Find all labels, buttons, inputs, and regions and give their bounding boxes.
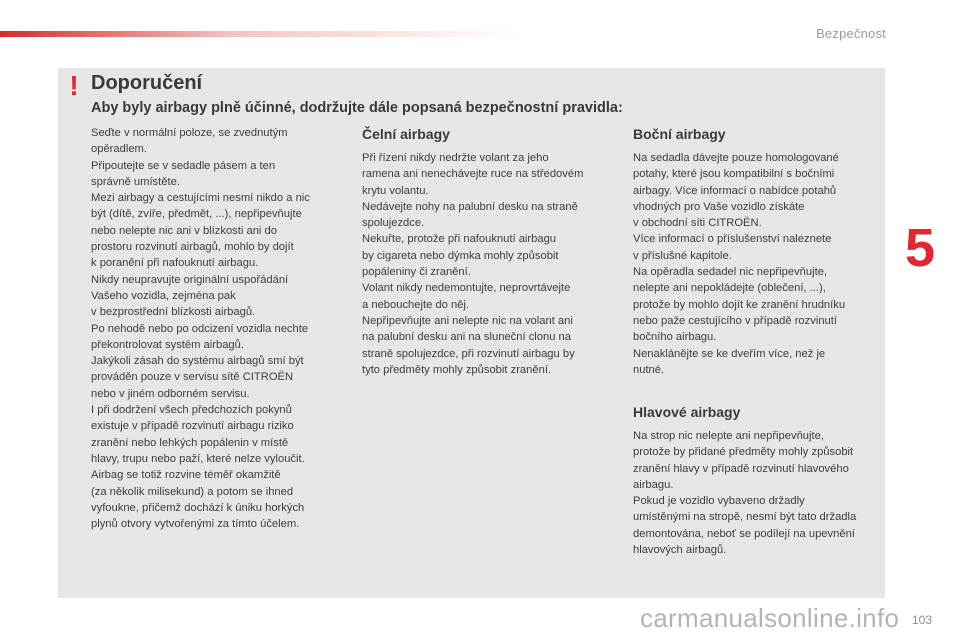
text-line: Připoutejte se v sedadle pásem a ten xyxy=(91,159,276,172)
text-line: Volant nikdy nedemontujte, neprovrtávejte xyxy=(362,282,571,295)
text-line: ramena ani nenechávejte ruce na středovém xyxy=(362,168,584,181)
text-line: Nekuřte, protože při nafouknutí airbagu xyxy=(362,233,557,246)
head-airbags-title: Hlavové airbagy xyxy=(633,404,741,420)
text-line: Airbag se totiž rozvine téměř okamžitě xyxy=(91,469,281,482)
text-line: Na sedadla dávejte pouze homologované xyxy=(633,152,839,164)
text-line: Nikdy neupravujte originální uspořádání xyxy=(91,273,289,286)
text-line: prováděn pouze v servisu sítě CITROËN xyxy=(91,371,294,384)
text-line: existuje v případě rozvinutí airbagu riziko xyxy=(91,420,294,433)
chapter-number: 5 xyxy=(905,218,936,278)
text-line: překontrolovat systém airbagů. xyxy=(91,338,244,351)
text-line: straně spolujezdce, při rozvinutí airbagu by xyxy=(362,347,575,360)
text-line: hlavových airbagů. xyxy=(633,544,727,557)
side-airbags-title: Boční airbagy xyxy=(633,126,726,142)
text-line: opěradlem. xyxy=(91,143,147,156)
page-number: 103 xyxy=(912,613,933,627)
panel-subheading: Aby byly airbagy plně účinné, dodržujte dále popsaná bezpečnostní pravidla: xyxy=(91,100,623,116)
text-line: potahy, které jsou kompatibilní s bočními xyxy=(633,168,835,181)
text-line: I při dodržení všech předchozích pokynů xyxy=(91,404,292,417)
text-line: v bezprostřední blízkosti airbagů. xyxy=(91,306,256,319)
text-line: airbagy. Více informací o nabídce potahů xyxy=(633,184,837,197)
text-line: prostoru rozvinutí airbagů, mohlo by dojít xyxy=(91,241,294,254)
text-line: nebo nelepte nic ani v blízkosti ani do xyxy=(91,224,277,237)
text-line: vhodných pro Vaše vozidlo získáte xyxy=(633,200,805,213)
text-line: airbagu. xyxy=(633,478,674,491)
side-airbags-text xyxy=(633,150,885,378)
text-line: v obchodní síti CITROËN. xyxy=(633,217,762,230)
text-line: Nepřipevňujte ani nelepte nic na volant ani xyxy=(362,314,573,327)
text-line: plynů otvory vytvořenými za tímto účelem. xyxy=(91,518,300,531)
text-line: spolujezdce. xyxy=(362,217,425,230)
text-line: by cigareta nebo dýmka mohly způsobit xyxy=(362,249,559,262)
text-line: hlavy, trupu nebo paží, které nelze vyloučit. xyxy=(91,452,305,465)
text-line: demontována, neboť se podílejí na upevnění xyxy=(633,527,855,540)
text-line: Vašeho vozidla, zejména pak xyxy=(91,289,236,302)
text-line: na palubní desku ani na sluneční clonu na xyxy=(362,331,571,344)
text-line: k poranění při nafouknutí airbagu. xyxy=(91,257,259,270)
front-airbags-title: Čelní airbagy xyxy=(362,126,450,142)
exclamation-icon: ! xyxy=(69,70,79,101)
text-line: Nedávejte nohy na palubní desku na straně xyxy=(362,200,578,213)
text-line: (za několik milisekund) a potom se ihned xyxy=(91,485,294,498)
text-line: zranění hlavy v případě rozvinutí hlavového xyxy=(633,462,849,475)
text-line: Pokud je vozidlo vybaveno držadly xyxy=(633,495,805,508)
text-line: a nebouchejte do něj. xyxy=(362,298,469,311)
text-line: nebo paže cestujícího v případě rozvinutí xyxy=(633,314,837,327)
watermark-text: carmanualsonline.info xyxy=(640,603,900,633)
text-line: Na opěradla sedadel nic nepřipevňujte, xyxy=(633,266,828,279)
text-line: nelepte ani nepokládejte (oblečení, ...), xyxy=(633,282,826,295)
text-line: tyto předměty mohly způsobit zranění. xyxy=(362,363,552,376)
text-line: protože by přidané předměty mohly způsobit xyxy=(633,446,854,459)
text-line: Po nehodě nebo po odcizení vozidla nechte xyxy=(91,322,309,335)
text-line: nutné. xyxy=(633,363,665,376)
head-airbags-text xyxy=(633,428,885,558)
text-line: bočního airbagu. xyxy=(633,331,717,344)
text-line: krytu volantu. xyxy=(362,184,429,197)
header-stripe xyxy=(0,31,520,37)
text-line: v příslušné kapitole. xyxy=(633,249,732,262)
text-line: umístěnými na stropě, nesmí být tato držadla xyxy=(633,511,857,524)
text-line: protože by mohlo dojít ke zranění hrudníku xyxy=(633,298,846,311)
text-line: Seďte v normální poloze, se zvednutým xyxy=(91,127,288,139)
text-line: popáleniny či zranění. xyxy=(362,266,471,279)
text-line: Mezi airbagy a cestujícími nesmí nikdo a nic xyxy=(91,192,310,205)
text-line: Nenaklánějte se ke dveřím více, než je xyxy=(633,347,826,360)
text-line: Více informací o příslušenství naleznete xyxy=(633,233,832,246)
text-line: Při řízení nikdy nedržte volant za jeho xyxy=(362,152,549,164)
text-line: být (dítě, zvíře, předmět, ...), nepřipevňujte xyxy=(91,208,302,221)
general-rules-text xyxy=(91,125,346,532)
panel-heading: Doporučení xyxy=(91,72,203,94)
text-line: správně umístěte. xyxy=(91,175,180,188)
text-line: Jakýkoli zásah do systému airbagů smí být xyxy=(91,355,304,368)
front-airbags-text xyxy=(362,150,612,378)
text-line: nebo v jiném odborném servisu. xyxy=(91,387,250,400)
text-line: Na strop nic nelepte ani nepřipevňujte, xyxy=(633,430,824,442)
text-line: vyfoukne, přičemž dochází k úniku horkých xyxy=(91,501,305,514)
text-line: zranění nebo lehkých popálenin v místě xyxy=(91,436,289,449)
chapter-title: Bezpečnost xyxy=(816,26,886,41)
